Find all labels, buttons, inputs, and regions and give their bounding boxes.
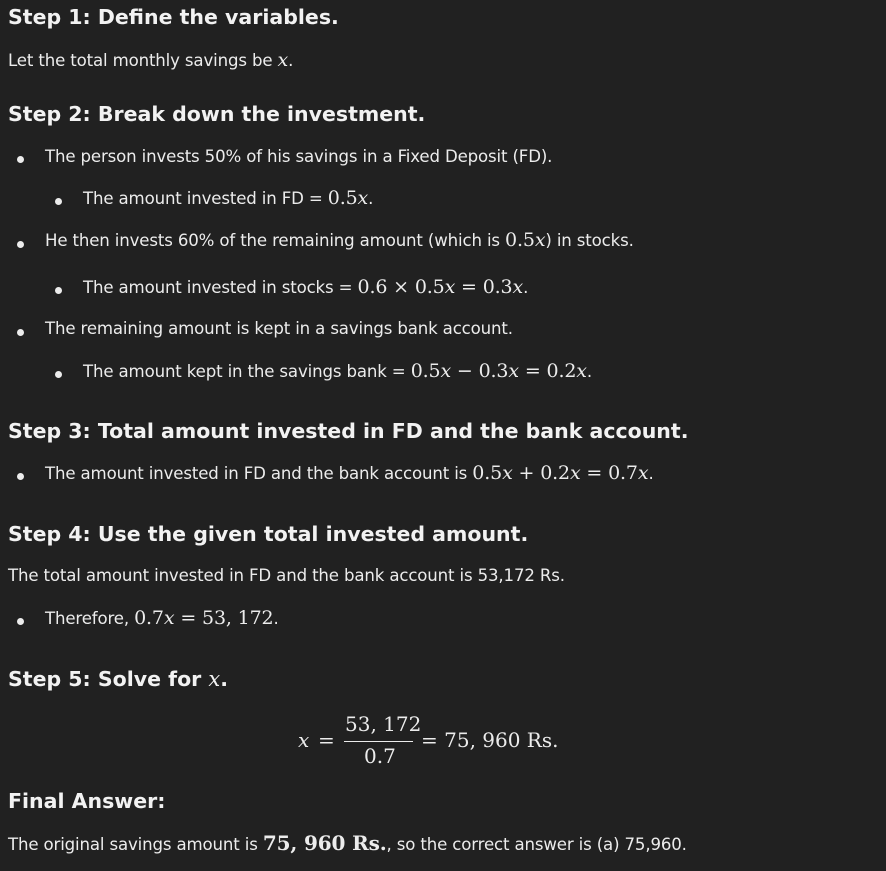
fd-amount-label: The amount invested in FD = [83,189,328,208]
math-var: x [637,462,649,484]
equation-unit: Rs. [520,728,559,752]
final-text [8,831,687,855]
bullet-dot [17,156,24,163]
step1-end: . [288,51,294,70]
final-heading: Final Answer: [8,789,166,813]
math: + 0.2 [512,462,570,484]
step5-heading-text: Step 5: Solve for [8,667,209,691]
period: . [368,189,374,208]
display-equation [0,708,886,772]
step3-heading: Step 3: Total amount invested in FD and the bank account. [8,419,689,443]
therefore-label: Therefore, [45,609,135,628]
stocks-outro: ) in stocks. [545,231,634,250]
final-post: , so the correct answer is (a) 75,960. [386,835,687,854]
math-var: x [569,462,581,484]
math-var: x [163,607,175,629]
step2-bullet-2a [83,276,528,298]
step2-bullet-3: The remaining amount is kept in a savings bank account. [45,319,513,338]
math: 0.7 [134,607,164,629]
savings-bank-label: The amount kept in the savings bank = [83,362,411,381]
final-amount: 75, 960 [262,831,346,855]
math: = 53, 172 [174,607,274,629]
math-var: x [512,276,524,298]
math-var: x [502,462,513,484]
math-var: x [576,360,587,382]
fraction-bar [344,741,413,742]
equation-rhs [421,728,559,752]
math: 0.5 [505,229,535,251]
math: 0.5 [410,360,441,382]
bullet-dot [55,198,62,205]
equation-equals: = [318,728,335,752]
step2-heading: Step 2: Break down the investment. [8,102,426,126]
step1-text [8,49,293,71]
bullet-dot [55,371,62,378]
step4-bullet-1 [45,607,279,629]
math: = 0.2 [518,360,577,382]
step1-heading: Step 1: Define the variables. [8,5,339,29]
math: 0.6 × 0.5 [357,276,445,298]
math-var: x [357,187,369,209]
step4-heading: Step 4: Use the given total invested amount. [8,522,529,546]
step3-bullet-1 [45,462,654,484]
equation-lhs: x [298,728,310,752]
stocks-amount-label: The amount invested in stocks = [83,278,358,297]
step2-bullet-2 [45,229,634,251]
step1-sentence: Let the total monthly savings be [8,51,273,70]
bullet-dot [17,473,24,480]
period: . [523,278,529,297]
period: . [273,609,279,628]
math-var: x [508,360,519,382]
equation-result: = 75, 960 [421,728,521,752]
period: . [586,362,592,381]
math: − 0.3 [451,360,509,382]
step2-bullet-1: The person invests 50% of his savings in a Fixed Deposit (FD). [45,147,553,166]
period: . [648,464,654,483]
math-var: x [440,360,452,382]
fraction-numerator: 53, 172 [345,712,422,736]
total-label: The amount invested in FD and the bank account is [45,464,473,483]
step2-bullet-3a [83,360,592,382]
math: = 0.3 [455,276,513,298]
math: 0.5 [472,462,503,484]
stocks-intro: He then invests 60% of the remaining amount (which is [45,231,506,250]
step4-text: The total amount invested in FD and the bank account is 53,172 Rs. [8,566,565,585]
step1-variable: x [277,49,289,71]
fraction-denominator: 0.7 [364,744,396,768]
bullet-dot [17,241,24,248]
period: . [220,667,229,691]
math-var: x [534,229,546,251]
math-var: x [208,667,221,691]
math: = 0.7 [580,462,638,484]
bullet-dot [17,618,24,625]
final-unit: Rs. [345,831,387,855]
math: 0.5 [327,187,358,209]
math-var: x [444,276,456,298]
step2-bullet-1a [83,187,373,209]
step5-heading [8,667,228,691]
bullet-dot [17,329,24,336]
bullet-dot [55,287,62,294]
final-pre: The original savings amount is [8,835,263,854]
